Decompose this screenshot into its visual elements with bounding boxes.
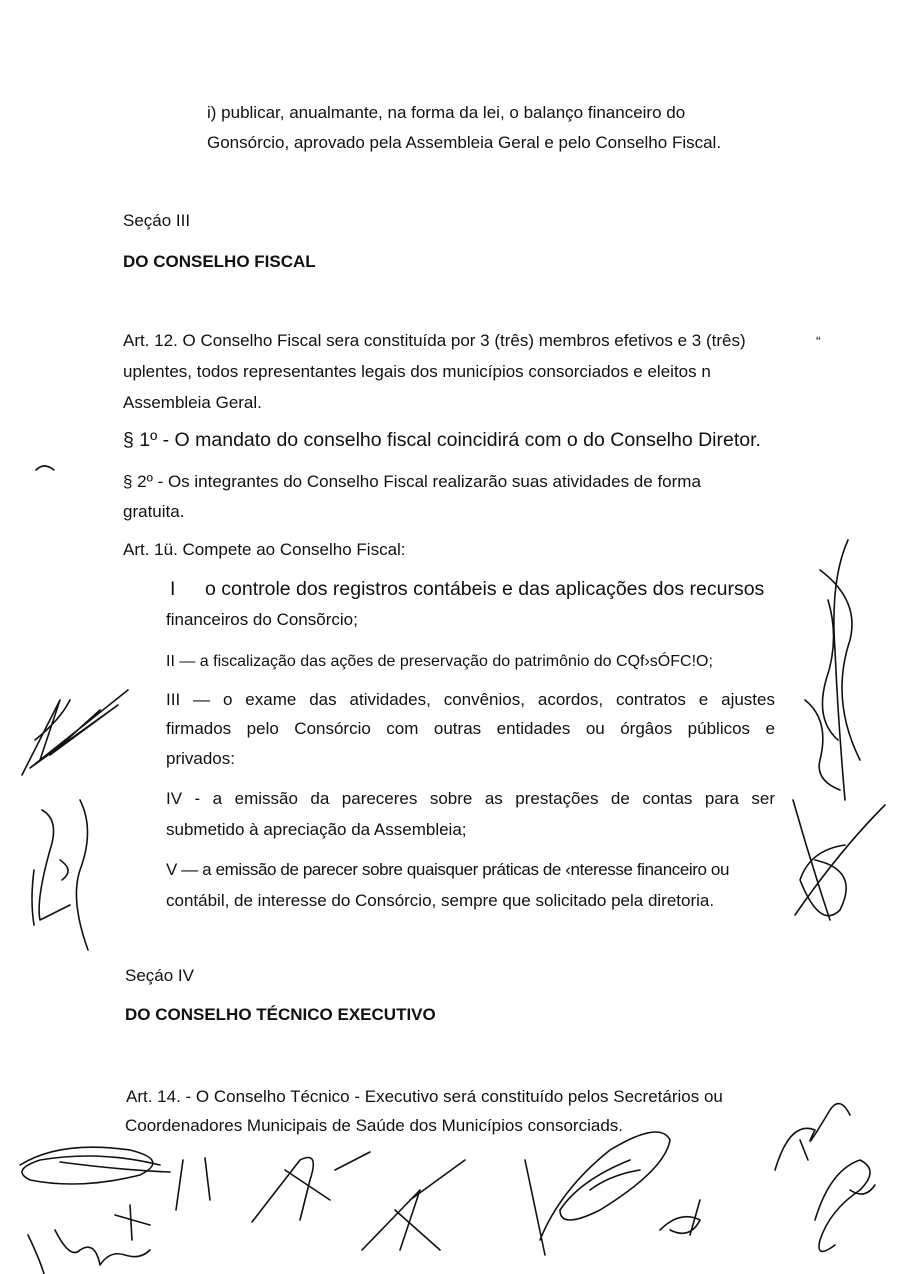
art-13-item3-line2: firmados pelo Consórcio com outras entidades ou órgâos públicos e [166, 719, 775, 738]
art-13-item5-line1: V — a emissão de parecer sobre quaisquer práticas de ‹nteresse financeiro ou [166, 860, 730, 879]
art-13-item1-line2: financeiros do Consõrcio; [166, 610, 358, 629]
quote-mark: “ [816, 333, 821, 349]
signature-bottom-1 [20, 1147, 170, 1184]
art-13-heading: Art. 1ü. Compete ao Conselho Fiscal: [123, 540, 406, 559]
art-13-item3-line1: III — o exame das atividades, convênios, acordos, contratos e ajustes [166, 690, 775, 709]
signature-left-1 [22, 690, 128, 775]
section-3-title: DO CONSELHO FISCAL [123, 252, 316, 271]
art-13-item4-line1: IV - a emissão da pareceres sobre as prestações de contas para ser [166, 789, 775, 808]
art-13-item4-line2: submetido à apreciação da Assembleia; [166, 820, 467, 839]
art-12-line3: Assembleia Geral. [123, 393, 262, 412]
item-i-line2: Gonsórcio, aprovado pela Assembleia Geral e pelo Conselho Fiscal. [207, 133, 722, 152]
signature-mark-left [36, 466, 54, 470]
paragraph-2-line1: § 2º - Os integrantes do Conselho Fiscal realizarão suas atividades de forma [123, 472, 701, 491]
art-14-line2: Coordenadores Municipais de Saúde dos Municípios consorciads. [125, 1116, 624, 1135]
section-4-title: DO CONSELHO TÉCNICO EXECUTIVO [125, 1005, 436, 1024]
signature-bottom-2 [28, 1205, 150, 1274]
signature-right-1 [805, 540, 860, 800]
art-13-item3-line3: privados: [166, 749, 235, 768]
signature-bottom-6 [525, 1132, 670, 1255]
art-13-item1-numeral: I [170, 578, 176, 600]
signature-bottom-7 [660, 1200, 700, 1235]
paragraph-1: § 1º - O mandato do conselho fiscal coincidirá com o do Conselho Diretor. [123, 429, 761, 451]
section-4-label: Seçáo IV [125, 966, 194, 985]
art-13-item1-line1: o controle dos registros contábeis e das aplicações dos recursos [205, 578, 765, 600]
art-13-item5-line2: contábil, de interesse do Consórcio, sempre que solicitado pela diretoria. [166, 891, 715, 910]
signature-bottom-3 [176, 1158, 210, 1210]
item-i-line1: i) publicar, anualmante, na forma da lei, o balanço financeiro do [207, 103, 686, 122]
signature-right-2 [793, 800, 885, 920]
art-12-line1: Art. 12. O Conselho Fiscal sera constituída por 3 (três) membros efetivos e 3 (três) [123, 331, 746, 350]
art-13-item2: II — a fiscalização das ações de preservação do patrimônio do CQf›sÓFC!O; [166, 653, 713, 670]
signature-left-2 [32, 800, 88, 950]
art-12-line2: uplentes, todos representantes legais dos municípios consorciados e eleitos n [123, 362, 711, 381]
signature-bottom-4 [252, 1152, 370, 1222]
signature-bottom-5 [362, 1160, 465, 1250]
art-14-line1: Art. 14. - O Conselho Técnico - Executivo será constituído pelos Secretários ou [126, 1087, 723, 1106]
paragraph-2-line2: gratuita. [123, 502, 185, 521]
signature-bottom-9 [815, 1160, 875, 1251]
section-3-label: Seçáo III [123, 211, 191, 230]
signature-bottom-8 [775, 1104, 850, 1170]
